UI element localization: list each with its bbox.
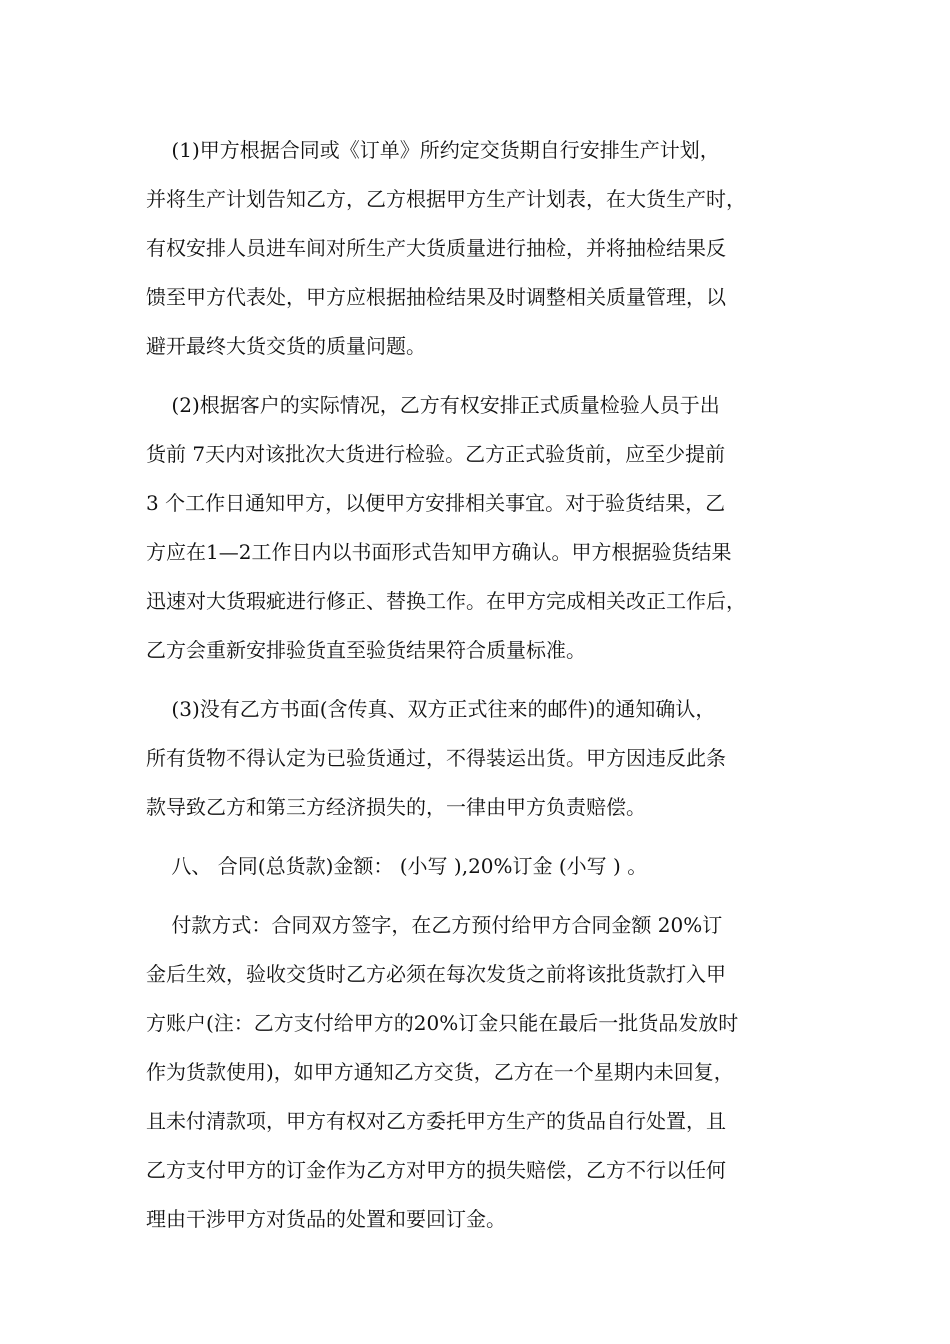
text-line: 避开最终大货交货的质量问题。 [146, 334, 426, 358]
paragraph-spacer [146, 675, 810, 685]
text-line: (3)没有乙方书面(含传真、双方正式往来的邮件)的通知确认， [146, 697, 716, 721]
text-line: 八、 合同(总货款)金额： (小写 ),20%订金 (小写 ) 。 [146, 854, 648, 878]
text-line: 乙方会重新安排验货直至验货结果符合质量标准。 [146, 638, 586, 662]
text-line: 乙方支付甲方的订金作为乙方对甲方的损失赔偿，乙方不行以任何 [146, 1158, 726, 1182]
text-line: 馈至甲方代表处，甲方应根据抽检结果及时调整相关质量管理，以 [146, 285, 726, 309]
paragraph-spacer [146, 371, 810, 381]
text-line: 迅速对大货瑕疵进行修正、替换工作。在甲方完成相关改正工作后， [146, 589, 746, 613]
text-line: 货前 7天内对该批次大货进行检验。乙方正式验货前，应至少提前 [146, 442, 726, 466]
paragraph-4 [146, 842, 810, 891]
text-line: 且未付清款项，甲方有权对乙方委托甲方生产的货品自行处置，且 [146, 1109, 726, 1133]
text-line: 3 个工作日通知甲方，以便甲方安排相关事宜。对于验货结果，乙 [146, 491, 726, 515]
text-line: 金后生效，验收交货时乙方必须在每次发货之前将该批货款打入甲 [146, 962, 726, 986]
text-line: (2)根据客户的实际情况，乙方有权安排正式质量检验人员于出 [146, 393, 720, 417]
paragraph-3 [146, 685, 810, 832]
text-line: 方应在1—2工作日内以书面形式告知甲方确认。甲方根据验货结果 [146, 540, 732, 564]
text-line: 方账户(注：乙方支付给甲方的20%订金只能在最后一批货品发放时 [146, 1011, 739, 1035]
text-line: 付款方式：合同双方签字，在乙方预付给甲方合同金额 20%订 [146, 913, 723, 937]
text-line: 款导致乙方和第三方经济损失的，一律由甲方负责赔偿。 [146, 795, 646, 819]
text-line: 作为货款使用)，如甲方通知乙方交货，乙方在一个星期内未回复， [146, 1060, 734, 1084]
document-page [146, 126, 810, 1244]
text-line: 并将生产计划告知乙方，乙方根据甲方生产计划表，在大货生产时， [146, 187, 746, 211]
paragraph-spacer [146, 832, 810, 842]
paragraph-5 [146, 901, 810, 1244]
text-line: 理由干涉甲方对货品的处置和要回订金。 [146, 1207, 506, 1231]
text-line: 所有货物不得认定为已验货通过，不得装运出货。甲方因违反此条 [146, 746, 726, 770]
text-line: 有权安排人员进车间对所生产大货质量进行抽检，并将抽检结果反 [146, 236, 726, 260]
text-line: (1)甲方根据合同或《订单》所约定交货期自行安排生产计划， [146, 138, 720, 162]
paragraph-spacer [146, 891, 810, 901]
paragraph-1 [146, 126, 810, 371]
paragraph-2 [146, 381, 810, 675]
